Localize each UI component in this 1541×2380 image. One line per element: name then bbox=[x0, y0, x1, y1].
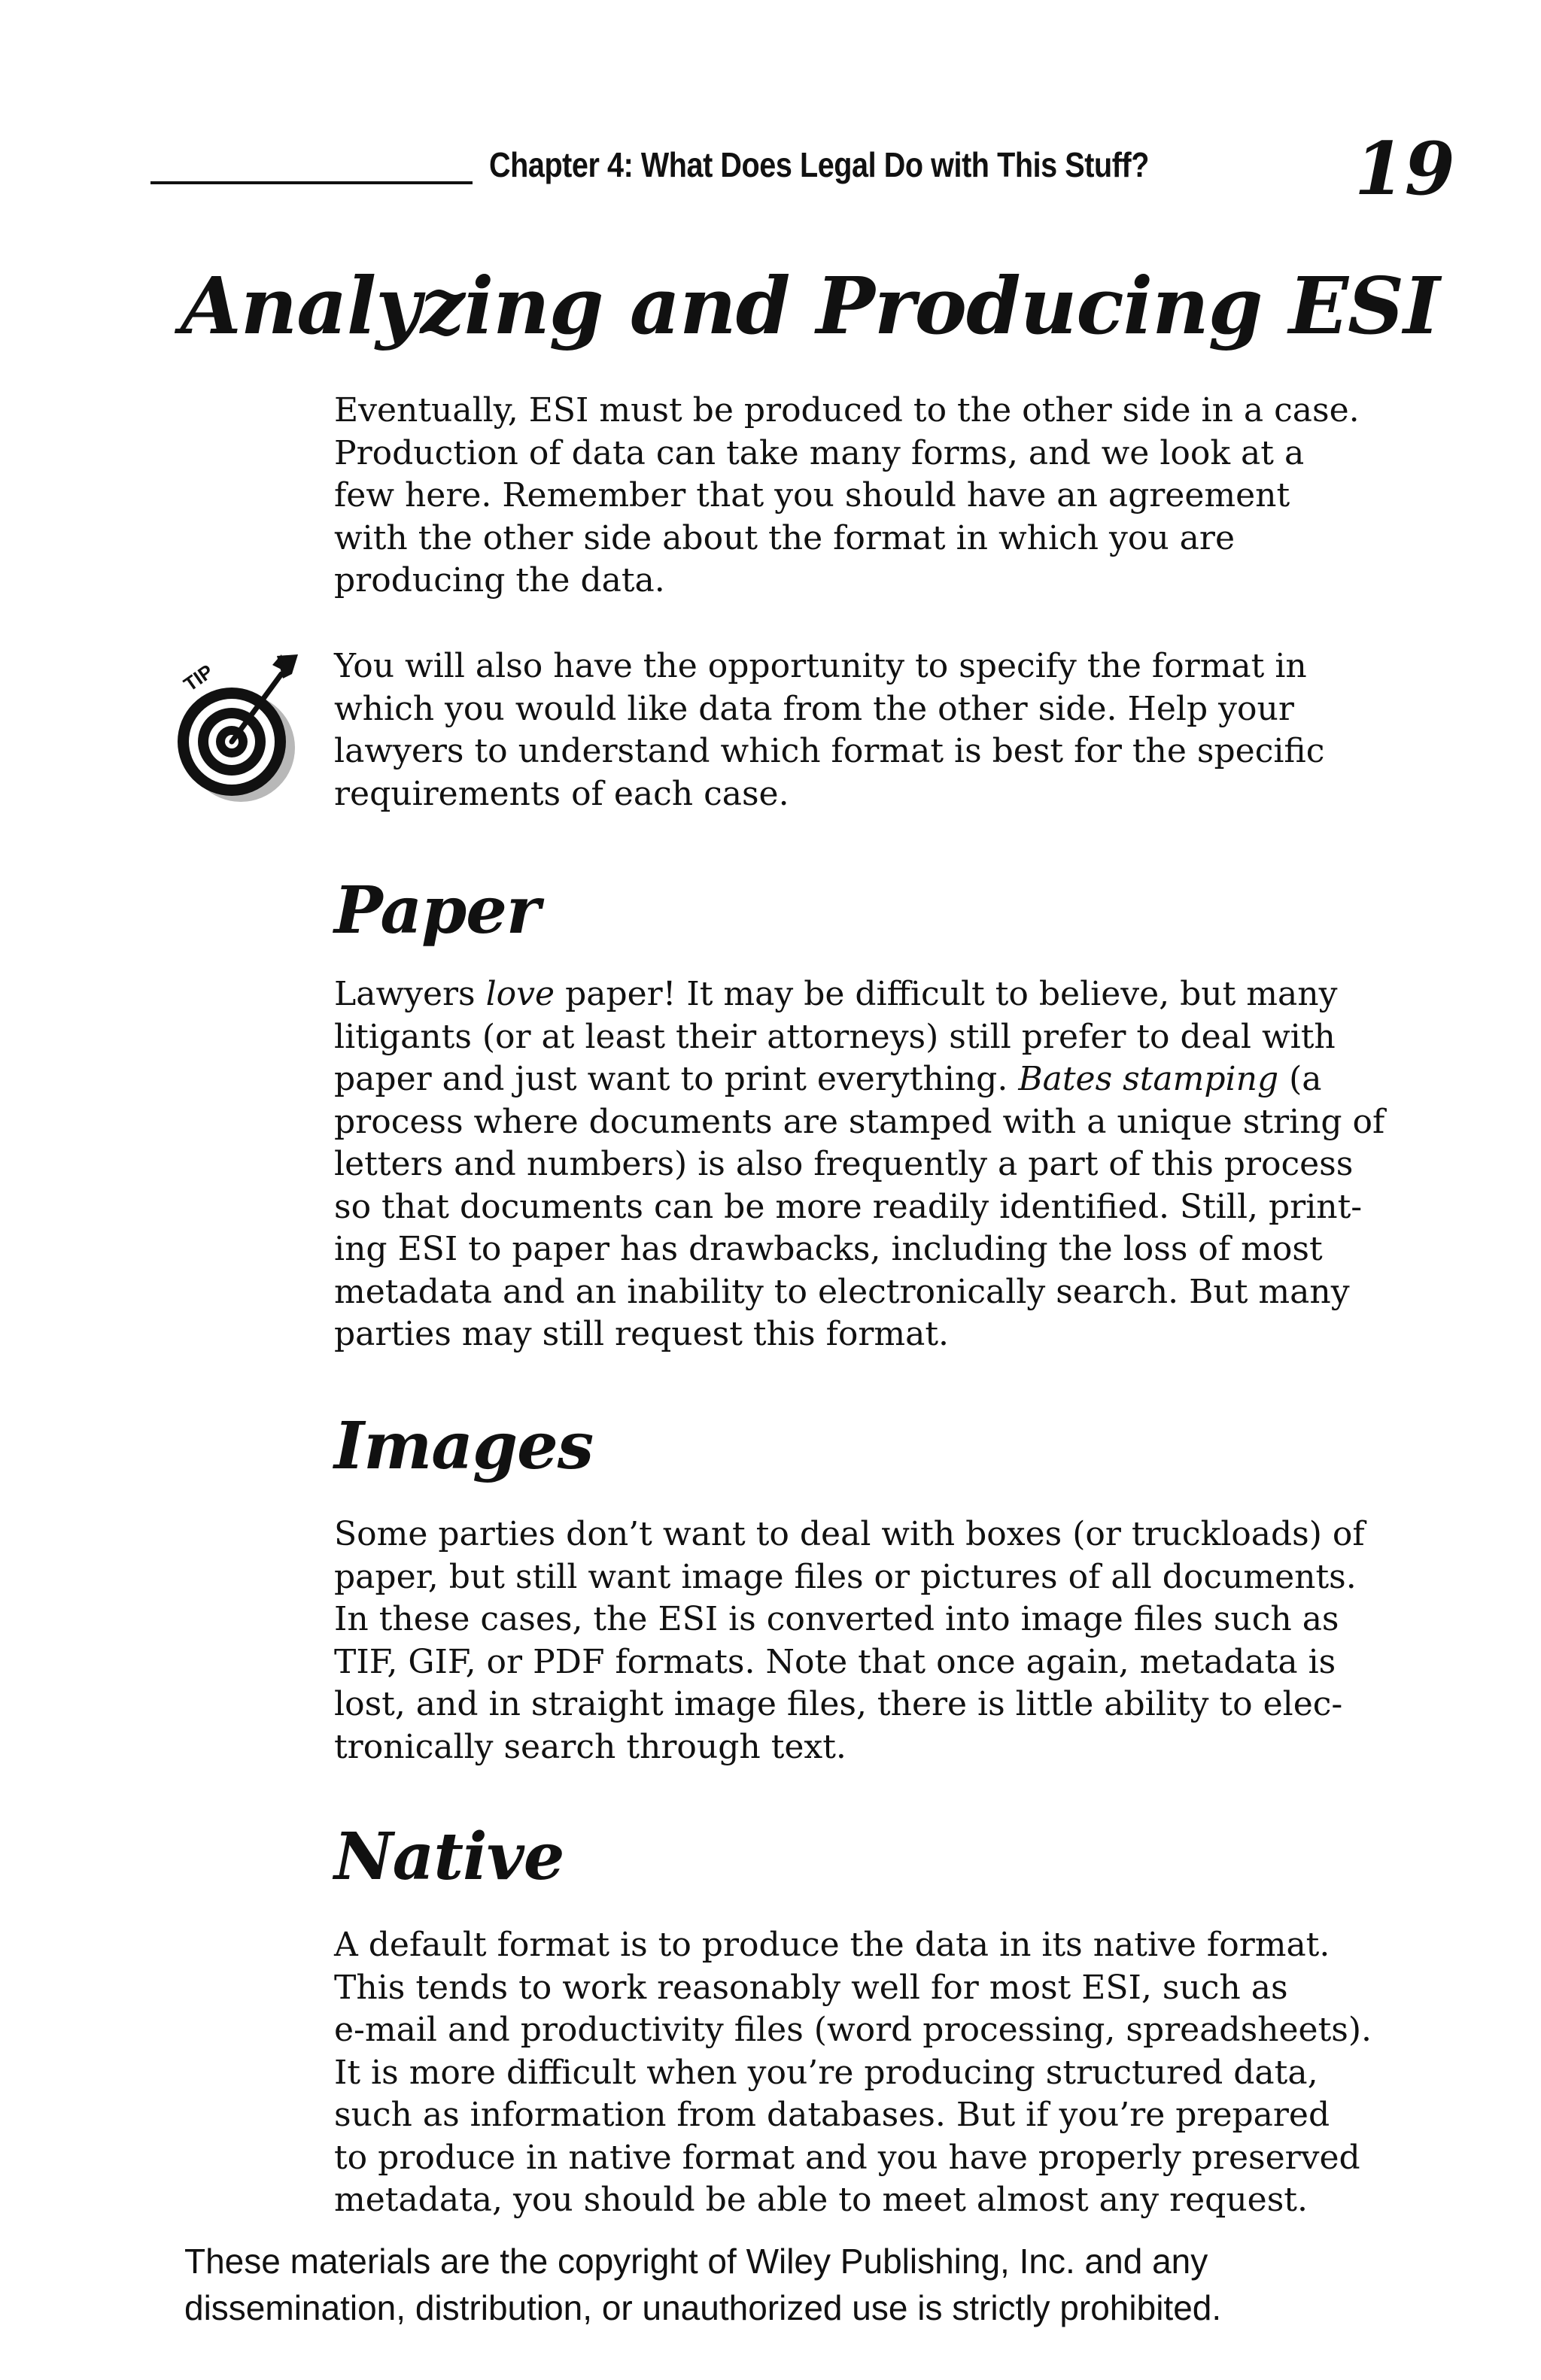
native-paragraph bbox=[334, 1924, 1403, 2222]
paper-emphasis: Bates stamping bbox=[1018, 1060, 1279, 1098]
paper-emphasis: love bbox=[485, 975, 555, 1013]
images-line: Some parties don’t want to deal with boxes (or truckloads) of bbox=[334, 1515, 1365, 1553]
footer-line: These materials are the copyright of Wiley Publishing, Inc. and any bbox=[184, 2242, 1208, 2281]
paper-line: ing ESI to paper has drawbacks, including the loss of most bbox=[334, 1230, 1323, 1268]
section-heading-images: Images bbox=[334, 1408, 594, 1484]
paper-line: parties may still request this format. bbox=[334, 1315, 950, 1353]
images-line: In these cases, the ESI is converted into image files such as bbox=[334, 1600, 1339, 1638]
page-number: 19 bbox=[1354, 126, 1455, 211]
images-line: lost, and in straight image files, there is little ability to elec- bbox=[334, 1685, 1343, 1723]
tip-target-icon bbox=[172, 648, 307, 806]
tip-line: which you would like data from the other side. Help your bbox=[334, 689, 1294, 728]
paper-line: metadata and an inability to electronically search. But many bbox=[334, 1272, 1350, 1311]
paper-text: (a bbox=[1278, 1060, 1322, 1098]
native-line: This tends to work reasonably well for most ESI, such as bbox=[334, 1968, 1288, 2007]
paper-text: paper and just want to print everything. bbox=[334, 1060, 1019, 1098]
paper-line: litigants (or at least their attorneys) still prefer to deal with bbox=[334, 1017, 1336, 1056]
intro-line: Production of data can take many forms, and we look at a bbox=[334, 433, 1305, 472]
native-line: metadata, you should be able to meet almost any request. bbox=[334, 2181, 1308, 2219]
tip-line: You will also have the opportunity to specify the format in bbox=[334, 647, 1307, 685]
native-line: It is more difficult when you’re producing structured data, bbox=[334, 2053, 1318, 2092]
intro-line: producing the data. bbox=[334, 561, 665, 600]
paper-text: paper! It may be difficult to believe, but many bbox=[555, 975, 1338, 1013]
images-paragraph bbox=[334, 1513, 1403, 1768]
intro-line: few here. Remember that you should have an agreement bbox=[334, 476, 1290, 515]
paper-line: so that documents can be more readily identified. Still, print- bbox=[334, 1187, 1363, 1226]
native-line: e-mail and productivity files (word processing, spreadsheets). bbox=[334, 2011, 1372, 2049]
section-heading-paper: Paper bbox=[334, 873, 540, 949]
intro-line: Eventually, ESI must be produced to the other side in a case. bbox=[334, 391, 1360, 430]
native-line: A default format is to produce the data in its native format. bbox=[334, 1926, 1330, 1964]
paper-paragraph bbox=[334, 973, 1403, 1356]
tip-line: lawyers to understand which format is best for the specific bbox=[334, 732, 1325, 770]
native-line: such as information from databases. But if you’re prepared bbox=[334, 2096, 1330, 2134]
header-rule bbox=[150, 181, 473, 184]
intro-line: with the other side about the format in which you are bbox=[334, 518, 1235, 557]
intro-paragraph bbox=[334, 390, 1403, 603]
tip-icon-label: TIP bbox=[179, 660, 217, 696]
paper-text: Lawyers bbox=[334, 975, 486, 1013]
copyright-footer bbox=[184, 2238, 1221, 2331]
chapter-heading: Analyzing and Producing ESI bbox=[181, 260, 1439, 352]
paper-line bbox=[334, 1058, 1403, 1101]
images-line: tronically search through text. bbox=[334, 1727, 846, 1766]
tip-paragraph bbox=[334, 645, 1403, 815]
paper-line: process where documents are stamped with a unique string of bbox=[334, 1102, 1385, 1141]
images-line: paper, but still want image files or pictures of all documents. bbox=[334, 1557, 1357, 1596]
footer-line: dissemination, distribution, or unauthorized use is strictly prohibited. bbox=[184, 2288, 1222, 2327]
paper-line bbox=[334, 973, 1403, 1016]
native-line: to produce in native format and you have properly preserved bbox=[334, 2138, 1360, 2177]
images-line: TIF, GIF, or PDF formats. Note that once again, metadata is bbox=[334, 1642, 1336, 1681]
paper-line: letters and numbers) is also frequently a part of this process bbox=[334, 1145, 1354, 1183]
running-head: Chapter 4: What Does Legal Do with This Stuff? bbox=[489, 145, 1149, 184]
tip-line: requirements of each case. bbox=[334, 774, 789, 813]
section-heading-native: Native bbox=[334, 1819, 564, 1895]
